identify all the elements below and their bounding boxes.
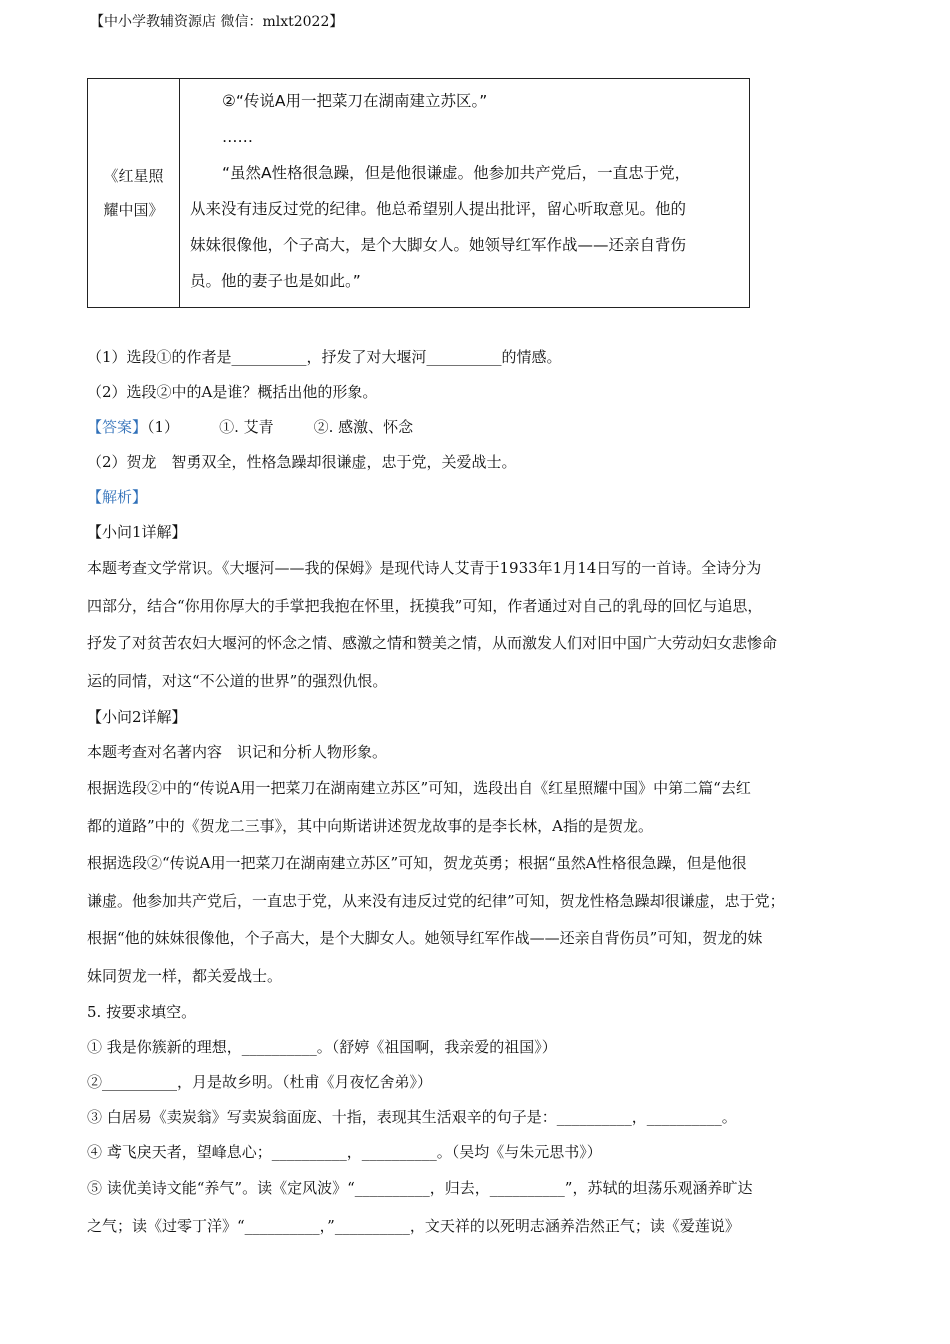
excerpt-line: 妹妹很像他，个子高大，是个大脚女人。她领导红军作战——还亲自背伤 <box>190 236 687 254</box>
sub1-line: 四部分，结合“你用你厚大的手掌把我抱在怀里，抚摸我”可知，作者通过对自己的乳母的回忆与追思， <box>87 596 763 615</box>
excerpt-line: 从来没有违反过党的纪律。他总希望别人提出批评，留心听取意见。他的 <box>190 200 687 218</box>
sub-question-1-title: 【小问1详解】 <box>87 523 187 541</box>
sub2-paragraph-1-line: 根据选段②中的“传说A用一把菜刀在湖南建立苏区”可知，选段出自《红星照耀中国》中第二篇“去红 <box>87 779 751 797</box>
excerpt-line: 员。他的妻子也是如此。” <box>190 272 361 290</box>
excerpt-cell <box>180 79 749 307</box>
sub1-line: 抒发了对贫苦农妇大堰河的怀念之情、感激之情和赞美之情，从而激发人们对旧中国广大劳动妇女悲惨命 <box>87 634 778 652</box>
page-header: 【中小学教辅资源店 微信：mlxt2022】 <box>90 14 344 30</box>
answer-1b: ②. 感激、怀念 <box>313 418 414 436</box>
document-body <box>87 340 867 1245</box>
sub2-intro: 本题考查对名著内容 识记和分析人物形象。 <box>87 743 388 761</box>
sub2-paragraph-2-line: 谦虚。他参加共产党后，一直忠于党，从来没有违反过党的纪律”可知，贺龙性格急躁却很谦虚，忠于党； <box>87 891 785 910</box>
answer-label: 【答案】 <box>87 418 148 436</box>
sub1-line: 本题考查文学常识。《大堰河——我的保姆》是现代诗人艾青于1933年1月14日写的一首诗。全诗分为 <box>87 559 762 577</box>
question-1: （1）选段①的作者是__________，抒发了对大堰河__________的情感。 <box>87 348 562 366</box>
question-5-item: ③ 白居易《卖炭翁》写卖炭翁面庞、十指，表现其生活艰辛的句子是：__________，__________。 <box>87 1108 737 1126</box>
question-2: （2）选段②中的A是谁？概括出他的形象。 <box>87 383 378 401</box>
question-5-item: ① 我是你簇新的理想，__________。（舒婷《祖国啊，我亲爱的祖国》） <box>87 1038 557 1056</box>
question-5-item-5-line: 之气；读《过零丁洋》“__________，”__________，文天祥的以死明志涵养浩然正气；读《爱莲说》 <box>87 1216 740 1235</box>
sub2-paragraph-2-line: 根据“他的妹妹很像他，个子高大，是个大脚女人。她领导红军作战——还亲自背伤员”可知，贺龙的妹 <box>87 929 763 947</box>
sub2-paragraph-2-line: 妹同贺龙一样，都关爱战士。 <box>87 966 283 985</box>
book-title-line-1: 《红星照 <box>103 167 164 185</box>
question-5-item: ②__________，月是故乡明。（杜甫《月夜忆舍弟》） <box>87 1073 433 1091</box>
question-5-title: 5. 按要求填空。 <box>87 1003 197 1021</box>
question-5-item-5-line: ⑤ 读优美诗文能“养气”。读《定风波》“__________，归去，__________”，苏轼的坦荡乐观涵养旷达 <box>87 1179 753 1197</box>
question-5-item: ④ 鸢飞戾天者，望峰息心；__________，__________。（吴均《与朱元思书》） <box>87 1143 602 1161</box>
sub2-paragraph-2-line: 根据选段②“传说A用一把菜刀在湖南建立苏区”可知，贺龙英勇；根据“虽然A性格很急躁，但是他很 <box>87 854 747 872</box>
answer-line-1 <box>87 410 867 445</box>
answer-1-number: （1） <box>147 418 180 436</box>
answer-1a: ①. 艾青 <box>219 418 274 436</box>
excerpt-line: …… <box>222 128 253 146</box>
sub1-line: 运的同情，对这“不公道的世界”的强烈仇恨。 <box>87 671 388 690</box>
answer-line-2: （2）贺龙 智勇双全，性格急躁却很谦虚，忠于党，关爱战士。 <box>87 453 517 471</box>
book-title-line-2: 耀中国》 <box>103 201 164 219</box>
sub2-paragraph-1-line: 都的道路”中的《贺龙二三事》，其中向斯诺讲述贺龙故事的是李长林，A指的是贺龙。 <box>87 816 654 835</box>
excerpt-line: ②“传说A用一把菜刀在湖南建立苏区。” <box>222 92 488 110</box>
book-title-cell <box>88 79 180 307</box>
excerpt-table <box>87 78 750 308</box>
excerpt-line: “虽然A性格很急躁，但是他很谦虚。他参加共产党后，一直忠于党， <box>222 164 691 182</box>
analysis-label: 【解析】 <box>87 488 148 506</box>
sub-question-2-title: 【小问2详解】 <box>87 708 187 726</box>
